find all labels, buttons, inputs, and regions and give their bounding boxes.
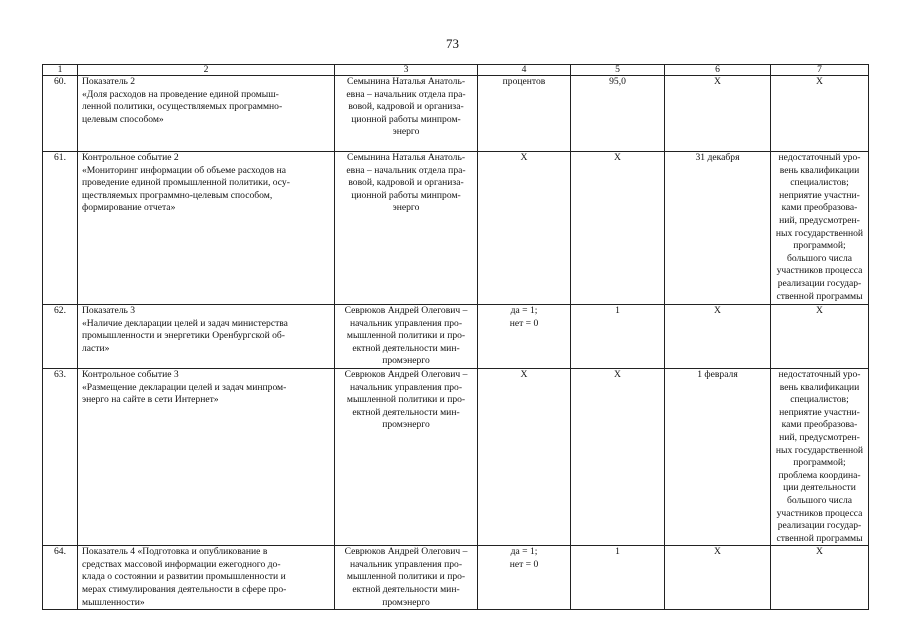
unit-cell: X <box>478 368 571 545</box>
row-number: 63. <box>43 368 78 545</box>
indicator-name: Контрольное событие 2 «Мониторинг информации об объеме расходов на проведение единой промышленной политики, осу- ществляемых программно-целевым способом, формирование отчета» <box>78 152 335 305</box>
header-col-6: 6 <box>665 65 771 76</box>
risks-cell: недостаточный уро- вень квалификации специалистов; неприятие участни- ками преобразова- ний, предусмотрен- ных государственной программой; большого числа участников процесса реализации государ- ственной программы <box>771 152 869 305</box>
risks-cell: недостаточный уро- вень квалификации специалистов; неприятие участни- ками преобразова- ний, предусмотрен- ных государственной программой; проблема координа- ции деятельности большого числа участников процесса реализации государ- ственной программы <box>771 368 869 545</box>
unit-cell: X <box>478 152 571 305</box>
responsible-person: Севрюков Андрей Олегович – начальник управления про- мышленной политики и про- ектной деятельности мин- промэнерго <box>335 305 478 369</box>
risks-cell: X <box>771 305 869 369</box>
date-cell: 31 декабря <box>665 152 771 305</box>
responsible-person: Севрюков Андрей Олегович – начальник управления про- мышленной политики и про- ектной деятельности мин- промэнерго <box>335 546 478 610</box>
header-col-7: 7 <box>771 65 869 76</box>
row-number: 60. <box>43 76 78 152</box>
unit-cell: да = 1; нет = 0 <box>478 305 571 369</box>
date-cell: X <box>665 546 771 610</box>
table-row <box>43 305 869 369</box>
header-col-2: 2 <box>78 65 335 76</box>
risks-cell: X <box>771 546 869 610</box>
value-cell: X <box>571 152 665 305</box>
indicator-name: Показатель 2 «Доля расходов на проведение единой промыш- ленной политики, осуществляемых программно- целевым способом» <box>78 76 335 152</box>
indicator-name: Показатель 4 «Подготовка и опубликование в средствах массовой информации ежегодного до- клада о состоянии и развитии промышленности и мерах стимулирования деятельности в сфере про- мышленности» <box>78 546 335 610</box>
indicator-name: Контрольное событие 3 «Размещение декларации целей и задач минпром- энерго на сайте в сети Интернет» <box>78 368 335 545</box>
header-col-1: 1 <box>43 65 78 76</box>
header-col-5: 5 <box>571 65 665 76</box>
header-col-4: 4 <box>478 65 571 76</box>
table-row <box>43 76 869 152</box>
header-row <box>43 65 869 76</box>
page-number: 73 <box>446 36 459 51</box>
table-row <box>43 152 869 305</box>
unit-cell: процентов <box>478 76 571 152</box>
responsible-person: Семынина Наталья Анатоль- евна – начальник отдела пра- вовой, кадровой и организа- ционной работы минпром- энерго <box>335 76 478 152</box>
row-number: 64. <box>43 546 78 610</box>
table-row <box>43 546 869 610</box>
plan-table <box>42 64 869 610</box>
table-row <box>43 368 869 545</box>
value-cell: 95,0 <box>571 76 665 152</box>
date-cell: X <box>665 305 771 369</box>
date-cell: X <box>665 76 771 152</box>
responsible-person: Севрюков Андрей Олегович – начальник управления про- мышленной политики и про- ектной деятельности мин- промэнерго <box>335 368 478 545</box>
row-number: 61. <box>43 152 78 305</box>
value-cell: X <box>571 368 665 545</box>
risks-cell: X <box>771 76 869 152</box>
responsible-person: Семынина Наталья Анатоль- евна – начальник отдела пра- вовой, кадровой и организа- ционной работы минпром- энерго <box>335 152 478 305</box>
date-cell: 1 февраля <box>665 368 771 545</box>
header-col-3: 3 <box>335 65 478 76</box>
row-number: 62. <box>43 305 78 369</box>
indicator-name: Показатель 3 «Наличие декларации целей и задач министерства промышленности и энергетики Оренбургской об- ласти» <box>78 305 335 369</box>
unit-cell: да = 1; нет = 0 <box>478 546 571 610</box>
value-cell: 1 <box>571 305 665 369</box>
value-cell: 1 <box>571 546 665 610</box>
